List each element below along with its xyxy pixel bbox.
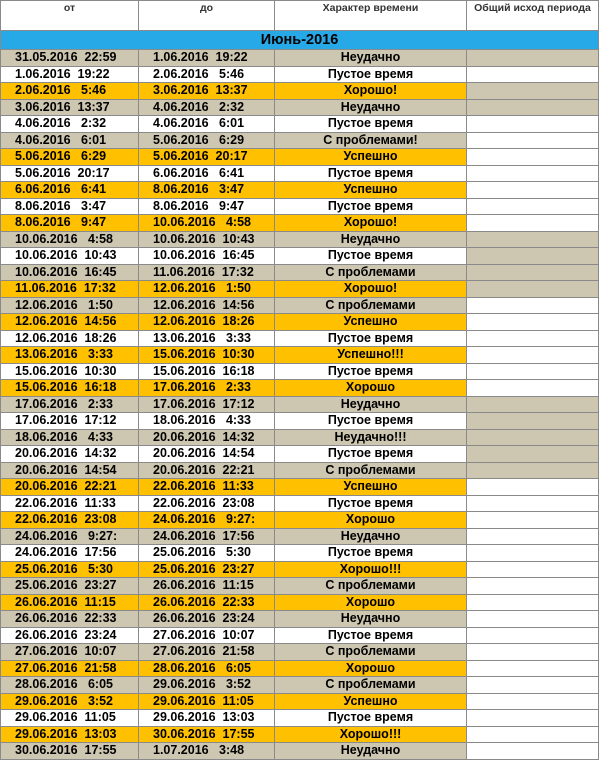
outcome-cell	[467, 726, 599, 743]
from-cell: 29.06.2016 3:52	[1, 693, 139, 710]
table-row	[1, 413, 599, 430]
table-row	[1, 578, 599, 595]
outcome-cell	[467, 83, 599, 100]
table-row	[1, 528, 599, 545]
table-row	[1, 83, 599, 100]
to-cell: 12.06.2016 18:26	[139, 314, 275, 331]
to-cell: 1.07.2016 3:48	[139, 743, 275, 760]
from-cell: 22.06.2016 23:08	[1, 512, 139, 529]
to-cell: 17.06.2016 17:12	[139, 396, 275, 413]
outcome-cell	[467, 99, 599, 116]
outcome-cell	[467, 132, 599, 149]
to-cell: 30.06.2016 17:55	[139, 726, 275, 743]
from-cell: 25.06.2016 5:30	[1, 561, 139, 578]
to-cell: 3.06.2016 13:37	[139, 83, 275, 100]
character-cell: Пустое время	[275, 710, 467, 727]
character-cell: Хорошо!!!	[275, 561, 467, 578]
table-row	[1, 561, 599, 578]
outcome-cell	[467, 281, 599, 298]
character-cell: Неудачно	[275, 231, 467, 248]
from-cell: 1.06.2016 19:22	[1, 66, 139, 83]
table-row	[1, 594, 599, 611]
from-cell: 8.06.2016 3:47	[1, 198, 139, 215]
table-row	[1, 330, 599, 347]
from-cell: 29.06.2016 13:03	[1, 726, 139, 743]
outcome-cell	[467, 512, 599, 529]
to-cell: 13.06.2016 3:33	[139, 330, 275, 347]
character-cell: Хорошо!	[275, 215, 467, 232]
table-row	[1, 545, 599, 562]
to-cell: 5.06.2016 20:17	[139, 149, 275, 166]
table-row	[1, 297, 599, 314]
to-cell: 8.06.2016 3:47	[139, 182, 275, 199]
character-cell: Успешно	[275, 479, 467, 496]
from-cell: 25.06.2016 23:27	[1, 578, 139, 595]
to-cell: 29.06.2016 3:52	[139, 677, 275, 694]
to-cell: 20.06.2016 22:21	[139, 462, 275, 479]
character-cell: С проблемами	[275, 644, 467, 661]
to-cell: 28.06.2016 6:05	[139, 660, 275, 677]
table-row	[1, 380, 599, 397]
to-cell: 24.06.2016 9:27:	[139, 512, 275, 529]
table-row	[1, 446, 599, 463]
table-row	[1, 66, 599, 83]
outcome-cell	[467, 380, 599, 397]
outcome-cell	[467, 264, 599, 281]
character-cell: Успешно!!!	[275, 347, 467, 364]
character-cell: Неудачно	[275, 611, 467, 628]
table-row	[1, 396, 599, 413]
from-cell: 12.06.2016 14:56	[1, 314, 139, 331]
to-cell: 26.06.2016 22:33	[139, 594, 275, 611]
from-cell: 24.06.2016 9:27:	[1, 528, 139, 545]
character-cell: С проблемами	[275, 677, 467, 694]
to-cell: 20.06.2016 14:54	[139, 446, 275, 463]
to-cell: 29.06.2016 11:05	[139, 693, 275, 710]
header-character: Характер времени	[275, 1, 467, 31]
character-cell: Пустое время	[275, 446, 467, 463]
outcome-cell	[467, 594, 599, 611]
header-from: от	[1, 1, 139, 31]
character-cell: С проблемами	[275, 264, 467, 281]
outcome-cell	[467, 363, 599, 380]
from-cell: 8.06.2016 9:47	[1, 215, 139, 232]
character-cell: Неудачно!!!	[275, 429, 467, 446]
character-cell: Неудачно	[275, 396, 467, 413]
from-cell: 28.06.2016 6:05	[1, 677, 139, 694]
outcome-cell	[467, 462, 599, 479]
table-row	[1, 644, 599, 661]
to-cell: 10.06.2016 4:58	[139, 215, 275, 232]
character-cell: Пустое время	[275, 495, 467, 512]
character-cell: Пустое время	[275, 413, 467, 430]
character-cell: С проблемами	[275, 462, 467, 479]
to-cell: 10.06.2016 16:45	[139, 248, 275, 265]
character-cell: Успешно	[275, 149, 467, 166]
to-cell: 22.06.2016 23:08	[139, 495, 275, 512]
table-row	[1, 165, 599, 182]
from-cell: 10.06.2016 4:58	[1, 231, 139, 248]
from-cell: 20.06.2016 14:54	[1, 462, 139, 479]
to-cell: 26.06.2016 11:15	[139, 578, 275, 595]
character-cell: Пустое время	[275, 627, 467, 644]
outcome-cell	[467, 479, 599, 496]
to-cell: 26.06.2016 23:24	[139, 611, 275, 628]
from-cell: 20.06.2016 14:32	[1, 446, 139, 463]
outcome-cell	[467, 545, 599, 562]
table-row	[1, 479, 599, 496]
table-row	[1, 363, 599, 380]
outcome-cell	[467, 743, 599, 760]
to-cell: 17.06.2016 2:33	[139, 380, 275, 397]
to-cell: 20.06.2016 14:32	[139, 429, 275, 446]
from-cell: 4.06.2016 2:32	[1, 116, 139, 133]
character-cell: Пустое время	[275, 165, 467, 182]
table-row	[1, 693, 599, 710]
table-row	[1, 429, 599, 446]
to-cell: 11.06.2016 17:32	[139, 264, 275, 281]
character-cell: Хорошо!	[275, 281, 467, 298]
from-cell: 24.06.2016 17:56	[1, 545, 139, 562]
character-cell: Успешно	[275, 693, 467, 710]
table-row	[1, 248, 599, 265]
from-cell: 12.06.2016 18:26	[1, 330, 139, 347]
from-cell: 15.06.2016 10:30	[1, 363, 139, 380]
from-cell: 20.06.2016 22:21	[1, 479, 139, 496]
character-cell: Хорошо	[275, 594, 467, 611]
to-cell: 25.06.2016 23:27	[139, 561, 275, 578]
character-cell: Успешно	[275, 314, 467, 331]
from-cell: 26.06.2016 23:24	[1, 627, 139, 644]
character-cell: Неудачно	[275, 743, 467, 760]
table-row	[1, 462, 599, 479]
outcome-cell	[467, 231, 599, 248]
character-cell: Пустое время	[275, 330, 467, 347]
outcome-cell	[467, 248, 599, 265]
table-row	[1, 512, 599, 529]
character-cell: Хорошо	[275, 512, 467, 529]
character-cell: Хорошо	[275, 380, 467, 397]
from-cell: 5.06.2016 6:29	[1, 149, 139, 166]
table-row	[1, 149, 599, 166]
to-cell: 22.06.2016 11:33	[139, 479, 275, 496]
to-cell: 12.06.2016 1:50	[139, 281, 275, 298]
outcome-cell	[467, 165, 599, 182]
table-row	[1, 710, 599, 727]
outcome-cell	[467, 528, 599, 545]
outcome-cell	[467, 561, 599, 578]
table-row	[1, 231, 599, 248]
table-row	[1, 182, 599, 199]
outcome-cell	[467, 413, 599, 430]
table-row	[1, 677, 599, 694]
character-cell: С проблемами!	[275, 132, 467, 149]
outcome-cell	[467, 627, 599, 644]
from-cell: 12.06.2016 1:50	[1, 297, 139, 314]
to-cell: 18.06.2016 4:33	[139, 413, 275, 430]
from-cell: 10.06.2016 16:45	[1, 264, 139, 281]
outcome-cell	[467, 198, 599, 215]
outcome-cell	[467, 644, 599, 661]
character-cell: Хорошо!	[275, 83, 467, 100]
character-cell: Хорошо!!!	[275, 726, 467, 743]
from-cell: 26.06.2016 11:15	[1, 594, 139, 611]
character-cell: Пустое время	[275, 248, 467, 265]
outcome-cell	[467, 149, 599, 166]
outcome-cell	[467, 116, 599, 133]
from-cell: 4.06.2016 6:01	[1, 132, 139, 149]
to-cell: 29.06.2016 13:03	[139, 710, 275, 727]
table-row	[1, 198, 599, 215]
outcome-cell	[467, 182, 599, 199]
outcome-cell	[467, 314, 599, 331]
table-row	[1, 264, 599, 281]
table-row	[1, 99, 599, 116]
to-cell: 24.06.2016 17:56	[139, 528, 275, 545]
outcome-cell	[467, 429, 599, 446]
from-cell: 27.06.2016 21:58	[1, 660, 139, 677]
from-cell: 6.06.2016 6:41	[1, 182, 139, 199]
header-row	[1, 1, 599, 31]
outcome-cell	[467, 396, 599, 413]
to-cell: 6.06.2016 6:41	[139, 165, 275, 182]
character-cell: Хорошо	[275, 660, 467, 677]
table-row	[1, 611, 599, 628]
from-cell: 15.06.2016 16:18	[1, 380, 139, 397]
outcome-cell	[467, 495, 599, 512]
character-cell: Успешно	[275, 182, 467, 199]
to-cell: 12.06.2016 14:56	[139, 297, 275, 314]
to-cell: 27.06.2016 10:07	[139, 627, 275, 644]
table-row	[1, 314, 599, 331]
to-cell: 25.06.2016 5:30	[139, 545, 275, 562]
character-cell: Пустое время	[275, 66, 467, 83]
to-cell: 5.06.2016 6:29	[139, 132, 275, 149]
to-cell: 8.06.2016 9:47	[139, 198, 275, 215]
from-cell: 11.06.2016 17:32	[1, 281, 139, 298]
to-cell: 27.06.2016 21:58	[139, 644, 275, 661]
to-cell: 2.06.2016 5:46	[139, 66, 275, 83]
from-cell: 5.06.2016 20:17	[1, 165, 139, 182]
from-cell: 31.05.2016 22:59	[1, 50, 139, 67]
table-row	[1, 495, 599, 512]
character-cell: С проблемами	[275, 297, 467, 314]
character-cell: Пустое время	[275, 198, 467, 215]
character-cell: Неудачно	[275, 99, 467, 116]
table-row	[1, 743, 599, 760]
character-cell: Пустое время	[275, 363, 467, 380]
from-cell: 17.06.2016 17:12	[1, 413, 139, 430]
outcome-cell	[467, 710, 599, 727]
table-row	[1, 116, 599, 133]
table-row	[1, 347, 599, 364]
from-cell: 17.06.2016 2:33	[1, 396, 139, 413]
month-title: Июнь-2016	[1, 31, 599, 50]
to-cell: 4.06.2016 2:32	[139, 99, 275, 116]
from-cell: 26.06.2016 22:33	[1, 611, 139, 628]
outcome-cell	[467, 660, 599, 677]
from-cell: 27.06.2016 10:07	[1, 644, 139, 661]
outcome-cell	[467, 347, 599, 364]
table-row	[1, 627, 599, 644]
from-cell: 13.06.2016 3:33	[1, 347, 139, 364]
character-cell: Неудачно	[275, 528, 467, 545]
to-cell: 10.06.2016 10:43	[139, 231, 275, 248]
from-cell: 22.06.2016 11:33	[1, 495, 139, 512]
table-row	[1, 215, 599, 232]
header-to: до	[139, 1, 275, 31]
outcome-cell	[467, 693, 599, 710]
character-cell: Неудачно	[275, 50, 467, 67]
to-cell: 1.06.2016 19:22	[139, 50, 275, 67]
table-row	[1, 726, 599, 743]
table-row	[1, 132, 599, 149]
outcome-cell	[467, 330, 599, 347]
from-cell: 29.06.2016 11:05	[1, 710, 139, 727]
outcome-cell	[467, 297, 599, 314]
to-cell: 15.06.2016 16:18	[139, 363, 275, 380]
outcome-cell	[467, 677, 599, 694]
from-cell: 3.06.2016 13:37	[1, 99, 139, 116]
outcome-cell	[467, 215, 599, 232]
from-cell: 2.06.2016 5:46	[1, 83, 139, 100]
outcome-cell	[467, 66, 599, 83]
from-cell: 10.06.2016 10:43	[1, 248, 139, 265]
header-outcome: Общий исход периода	[467, 1, 599, 31]
to-cell: 4.06.2016 6:01	[139, 116, 275, 133]
outcome-cell	[467, 50, 599, 67]
character-cell: Пустое время	[275, 545, 467, 562]
table-row	[1, 50, 599, 67]
table-row	[1, 281, 599, 298]
from-cell: 18.06.2016 4:33	[1, 429, 139, 446]
month-row	[1, 31, 599, 50]
outcome-cell	[467, 578, 599, 595]
outcome-cell	[467, 446, 599, 463]
to-cell: 15.06.2016 10:30	[139, 347, 275, 364]
table-row	[1, 660, 599, 677]
outcome-cell	[467, 611, 599, 628]
character-cell: Пустое время	[275, 116, 467, 133]
from-cell: 30.06.2016 17:55	[1, 743, 139, 760]
character-cell: С проблемами	[275, 578, 467, 595]
